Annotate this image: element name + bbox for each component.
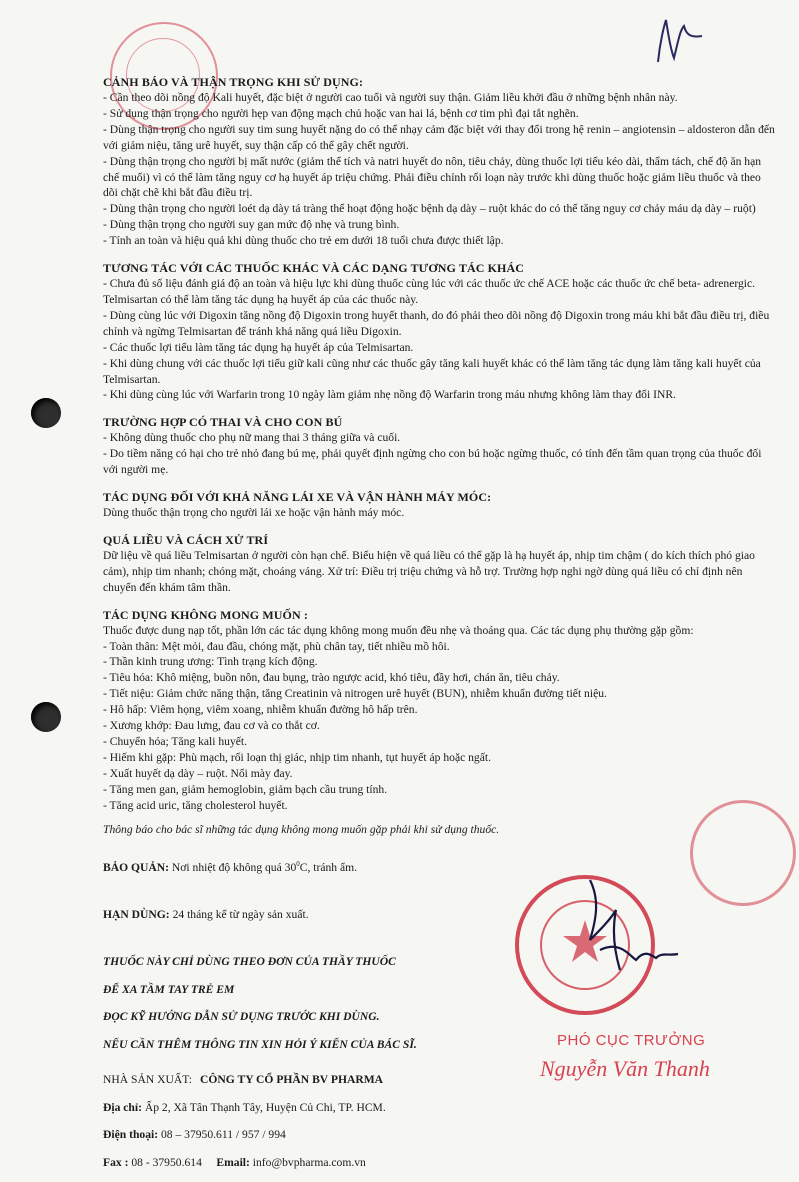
storage-degree: 0 xyxy=(296,860,300,869)
pregnancy-section xyxy=(103,414,775,478)
punch-hole-bottom xyxy=(31,702,61,732)
pregnancy-line: - Do tiềm năng có hại cho trẻ nhỏ đang bú mẹ, phải quyết định ngừng cho con bú hoặc ngừng thuốc, có tính đến tầm quan trọng của thuốc đối với người mẹ. xyxy=(103,447,762,477)
side-effect-line: - Tiết niệu: Giảm chức năng thận, tăng Creatinin và nitrogen urê huyết (BUN), nhiễm khuẩn đường tiết niệu. xyxy=(103,687,607,701)
manufacturer-fax-email xyxy=(103,1155,775,1171)
warnings-title: CẢNH BÁO VÀ THẬN TRỌNG KHI SỬ DỤNG: xyxy=(103,75,364,89)
email-value: info@bvpharma.com.vn xyxy=(249,1155,366,1169)
storage-label: BẢO QUẢN: xyxy=(103,860,170,874)
interaction-line: - Các thuốc lợi tiểu làm tăng tác dụng hạ huyết áp của Telmisartan. xyxy=(103,340,414,354)
manufacturer-address xyxy=(103,1100,775,1116)
warning-line: - Cần theo dõi nồng độ Kali huyết, đặc biệt ở người cao tuổi và người suy thận. Giảm liều khởi đầu ở những bệnh nhân này. xyxy=(103,91,678,104)
side-effect-line: - Tiêu hóa: Khô miệng, buồn nôn, đau bụng, trào ngược acid, khó tiêu, đầy hơi, chán ăn, tiêu chảy. xyxy=(103,671,560,685)
initials-signature xyxy=(650,12,710,72)
interactions-title: TƯƠNG TÁC VỚI CÁC THUỐC KHÁC VÀ CÁC DẠNG TƯƠNG TÁC KHÁC xyxy=(103,261,524,276)
warning-line: - Tính an toàn và hiệu quả khi dùng thuốc cho trẻ em dưới 18 tuổi chưa được thiết lập. xyxy=(103,234,504,248)
signer-name: Nguyễn Văn Thanh xyxy=(540,1056,710,1081)
expiry-text: 24 tháng kể từ ngày sản xuất. xyxy=(169,907,309,921)
storage-text-after: C, tránh ẩm. xyxy=(299,860,358,874)
handwritten-signature xyxy=(560,860,690,990)
side-effect-line: - Xương khớp: Đau lưng, đau cơ và co thắt cơ. xyxy=(103,719,320,733)
interactions-section xyxy=(103,260,775,403)
overdose-line: Dữ liệu về quá liều Telmisartan ở người còn hạn chế. Biểu hiện về quá liều có thể gặp là hạ huyết áp, nhịp tim chậm ( do kích thích phó giao cảm), nhịp tim nhanh; chóng mặt, choáng váng. Xử trí: Điều trị triệu chứng và hỗ trợ. Trường hợp nghi ngờ dùng quá liều có chỉ định nên chuyển đến khám tâm thần. xyxy=(103,548,755,594)
email-label: Email: xyxy=(216,1155,250,1169)
caution-line: ĐỂ XA TẦM TAY TRẺ EM xyxy=(103,982,235,996)
warning-line: - Dùng thận trọng cho người bị mất nước (giảm thể tích và natri huyết do nôn, tiêu chảy, dùng thuốc lợi tiểu kéo dài, thẩm tách, chế độ ăn hạn chế muối) vì có thể làm tăng nguy cơ hạ huyết áp triệu chứng. Phải điều chỉnh rối loạn này trước khi dùng thuốc hoặc giảm liều thuốc và theo dõi chặt chẽ khi bắt đầu điều trị. xyxy=(103,154,762,200)
side-effects-title: TÁC DỤNG KHÔNG MONG MUỐN : xyxy=(103,607,308,622)
side-effect-line: - Thần kinh trung ương: Tình trạng kích động. xyxy=(103,655,318,669)
warning-line: - Dùng thận trọng cho người loét dạ dày tá tràng thể hoạt động hoặc bệnh dạ dày – ruột khác do có thể tăng nguy cơ chảy máu dạ dày – ruột) xyxy=(103,202,756,216)
side-effect-line: - Hiếm khi gặp: Phù mạch, rối loạn thị giác, nhịp tim nhanh, tụt huyết áp hoặc ngất. xyxy=(103,750,491,764)
side-effect-line: - Hô hấp: Viêm họng, viêm xoang, nhiễm khuẩn đường hô hấp trên. xyxy=(103,703,418,717)
side-effect-line: - Xuất huyết dạ dày – ruột. Nổi mày đay. xyxy=(103,766,293,780)
fax-label: Fax : xyxy=(103,1155,129,1169)
warning-line: - Dùng thận trọng cho người suy gan mức độ nhẹ và trung bình. xyxy=(103,218,400,232)
pregnancy-title: TRƯỜNG HỢP CÓ THAI VÀ CHO CON BÚ xyxy=(103,415,343,430)
manufacturer-label: NHÀ SẢN XUẤT: xyxy=(103,1073,192,1087)
manufacturer-name: CÔNG TY CỔ PHẦN BV PHARMA xyxy=(200,1073,384,1087)
driving-section xyxy=(103,489,775,521)
side-effect-line: - Tăng acid uric, tăng cholesterol huyết. xyxy=(103,798,288,812)
interaction-line: - Khi dùng cùng lúc với Warfarin trong 10 ngày làm giảm nhẹ nồng độ Warfarin trong máu nhưng không làm thay đổi INR. xyxy=(103,388,676,402)
side-stamp xyxy=(690,800,796,906)
overdose-section xyxy=(103,532,775,596)
storage-text: Nơi nhiệt độ không quá 30 xyxy=(169,860,297,874)
side-effect-line: - Toàn thân: Mệt mỏi, đau đầu, chóng mặt, phù chân tay, tiết nhiều mồ hôi. xyxy=(103,639,450,653)
warning-line: - Dùng thận trọng cho người suy tim sung huyết nặng do có thể nhạy cảm đặc biệt với thay đổi trong hệ renin – angiotensin – aldosteron dẫn đến với giảm niệu, tăng urê huyết, suy thận cấp có thể gây chết người. xyxy=(103,122,775,152)
punch-hole-top xyxy=(31,398,61,428)
interaction-line: - Dùng cùng lúc với Digoxin tăng nồng độ Digoxin trong huyết thanh, do đó phải theo dõi nồng độ Digoxin trong máu khi bắt đầu điều trị, điều chỉnh và ngừng Telmisartan để tránh khả năng quá liều Digoxin. xyxy=(103,308,770,338)
interaction-line: - Khi dùng chung với các thuốc lợi tiểu giữ kali cũng như các thuốc gây tăng kali huyết khác có thể làm tăng tác dụng làm tăng kali huyết của Telmisartan. xyxy=(103,356,761,386)
expiry-label: HẠN DÙNG: xyxy=(103,907,170,921)
phone-label: Điện thoại: xyxy=(103,1128,159,1142)
driving-title: TÁC DỤNG ĐỐI VỚI KHẢ NĂNG LÁI XE VÀ VẬN HÀNH MÁY MÓC: xyxy=(103,490,492,505)
side-effect-line: - Tăng men gan, giảm hemoglobin, giảm bạch cầu trung tính. xyxy=(103,782,388,796)
warnings-section xyxy=(103,74,775,249)
phone-value: 08 – 37950.611 / 957 / 994 xyxy=(158,1128,286,1142)
pregnancy-line: - Không dùng thuốc cho phụ nữ mang thai 3 tháng giữa và cuối. xyxy=(103,431,401,445)
manufacturer-block xyxy=(103,1072,775,1170)
fax-value: 08 - 37950.614 xyxy=(128,1155,202,1169)
driving-line: Dùng thuốc thận trọng cho người lái xe hoặc vận hành máy móc. xyxy=(103,506,405,520)
warning-line: - Sử dụng thận trọng cho người hẹp van động mạch chủ hoặc van hai lá, bệnh cơ tim phì đại tắt nghẽn. xyxy=(103,106,579,120)
side-effects-notice: Thông báo cho bác sĩ những tác dụng không mong muốn gặp phải khi sử dụng thuốc. xyxy=(103,822,500,836)
address-label: Địa chỉ: xyxy=(103,1100,142,1114)
overdose-title: QUÁ LIỀU VÀ CÁCH XỬ TRÍ xyxy=(103,532,269,547)
address-value: Ấp 2, Xã Tân Thạnh Tây, Huyện Củ Chi, TP. HCM. xyxy=(141,1100,386,1114)
manufacturer-phone xyxy=(103,1127,775,1143)
signer-title: PHÓ CỤC TRƯỞNG xyxy=(557,1032,706,1049)
side-effect-line: - Chuyển hóa; Tăng kali huyết. xyxy=(103,735,248,748)
side-effects-section xyxy=(103,607,775,838)
caution-line: NẾU CẦN THÊM THÔNG TIN XIN HỎI Ý KIẾN CỦA BÁC SĨ. xyxy=(103,1037,417,1051)
interaction-line: - Chưa đủ số liệu đánh giá độ an toàn và hiệu lực khi dùng thuốc cùng lúc với các thuốc ức chế ACE hoặc các thuốc ức chế beta- adrenergic. Telmisartan có thể làm tăng tác dụng hạ huyết áp của các thuốc này. xyxy=(103,277,756,306)
caution-line: ĐỌC KỸ HƯỚNG DẪN SỬ DỤNG TRƯỚC KHI DÙNG. xyxy=(103,1010,380,1024)
caution-line: THUỐC NÀY CHỈ DÙNG THEO ĐƠN CỦA THẦY THUỐC xyxy=(103,955,396,969)
side-effect-line: Thuốc được dung nạp tốt, phần lớn các tác dụng không mong muốn đều nhẹ và thoáng qua. Các tác dụng phụ thường gặp gồm: xyxy=(103,623,694,637)
